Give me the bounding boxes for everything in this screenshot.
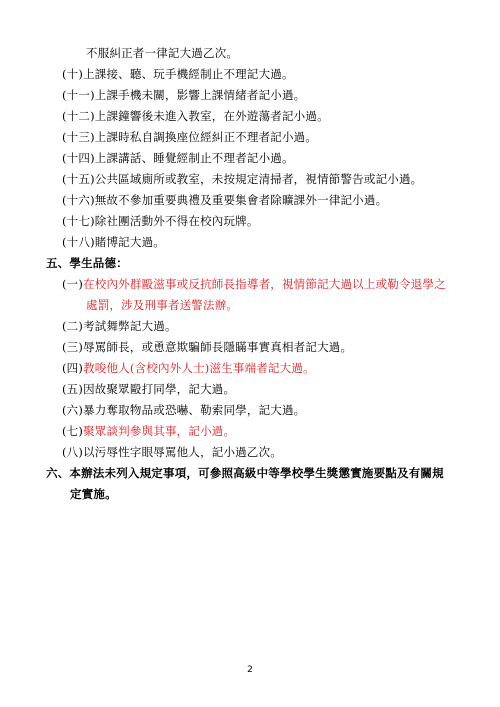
list-item: (五)因故聚眾毆打同學，記大過。: [62, 382, 236, 396]
list-item: (十五)公共區域廁所或教室，未按規定清掃者，視情節警告或記小過。: [62, 172, 423, 186]
list-item: (十二)上課鐘響後未進入教室，在外遊蕩者記小過。: [62, 109, 329, 123]
item-number: (一): [62, 277, 84, 291]
list-item: [62, 277, 446, 291]
list-item: (十八)賭博記大過。: [62, 235, 165, 249]
page-number: 2: [247, 665, 253, 675]
list-item: (十四)上課講話、睡覺經制止不理者記小過。: [62, 151, 294, 165]
list-item: (六)暴力奪取物品或恐嚇、勒索同學，記大過。: [62, 403, 306, 417]
list-item: (十三)上課時私自調換座位經糾正不理者記小過。: [62, 130, 318, 144]
list-item: (十)上課接、聽、玩手機經制止不理記大過。: [62, 67, 294, 81]
section-heading: 五、學生品德：: [46, 256, 128, 270]
continuation-line: 不服糾正者一律記大過乙次。: [86, 46, 239, 60]
list-item: (十六)無故不參加重要典禮及重要集會者除曠課外一律記小過。: [62, 193, 388, 207]
highlighted-text: 教唆他人(含校內外人士)滋生事端者記大過。: [83, 361, 315, 375]
list-item: [62, 424, 235, 438]
list-item: (十一)上課手機未關，影響上課情緒者記小過。: [62, 88, 306, 102]
list-item: (八)以污辱性字眼辱罵他人，記小過乙次。: [62, 445, 282, 459]
section-heading: 六、本辦法未列入規定事項，可參照高級中等學校學生獎懲實施要點及有關規: [46, 466, 444, 480]
highlighted-text: 聚眾談判參與其事，記小過。: [83, 424, 236, 438]
list-item: (二)考試舞弊記大過。: [62, 319, 177, 333]
item-number: (七): [62, 424, 84, 438]
highlighted-text: 在校內外群毆滋事或反抗師長指導者，視情節記大過以上或勒令退學之: [83, 277, 446, 291]
list-item: [62, 361, 315, 375]
highlighted-text: 處罰，涉及刑事者送警法辦。: [86, 298, 239, 312]
item-number: (四): [62, 361, 84, 375]
section-heading-cont: 定實施。: [70, 487, 117, 501]
list-item: (三)辱罵師長，或恿意欺騙師長隱瞞事實真相者記大過。: [62, 340, 353, 354]
list-item: (十七)除社團活動外不得在校內玩牌。: [62, 214, 259, 228]
